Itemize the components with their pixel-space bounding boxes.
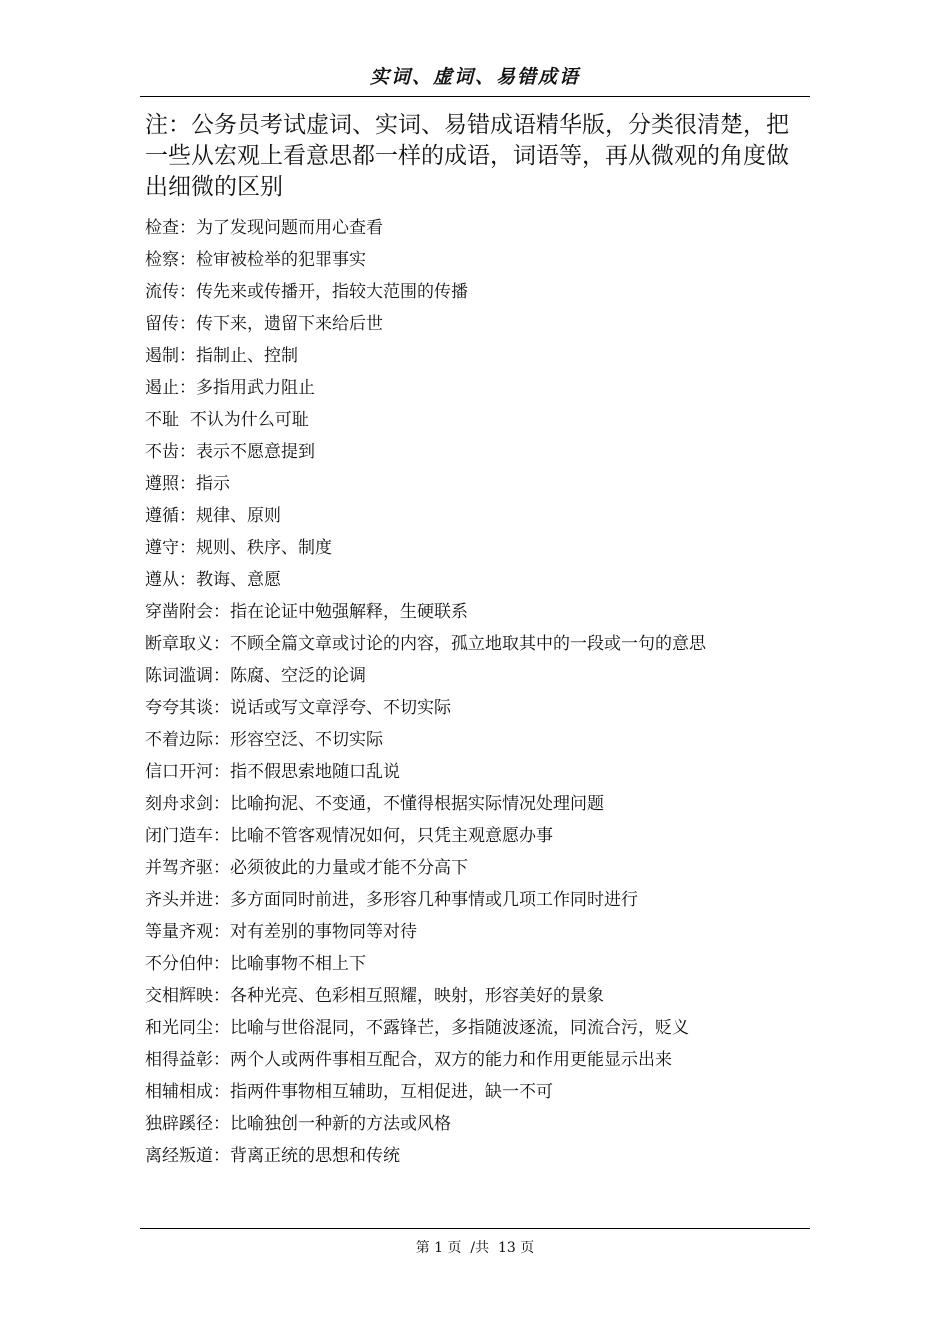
- list-item: 遵守：规则、秩序、制度: [145, 538, 332, 558]
- list-item: 遏制：指制止、控制: [145, 346, 298, 366]
- list-item: 留传：传下来，遗留下来给后世: [145, 314, 383, 334]
- page-number: 第 1 页 /共 13 页: [415, 1240, 535, 1256]
- list-item: 检查：为了发现问题而用心查看: [145, 218, 383, 238]
- list-item: 遵照：指示: [145, 474, 230, 494]
- list-item: 不耻 不认为什么可耻: [145, 410, 309, 430]
- list-item: 陈词滥调：陈腐、空泛的论调: [145, 666, 366, 686]
- list-item: 齐头并进：多方面同时前进，多形容几种事情或几项工作同时进行: [145, 890, 638, 910]
- list-item: 不分伯仲：比喻事物不相上下: [145, 954, 366, 974]
- footer-divider: [140, 1228, 810, 1229]
- intro-note: 注：公务员考试虚词、实词、易错成语精华版，分类很清楚，把一些从宏观上看意思都一样的成语，词语等，再从微观的角度做出细微的区别: [145, 112, 789, 200]
- list-item: 和光同尘：比喻与世俗混同，不露锋芒，多指随波逐流，同流合污，贬义: [145, 1018, 689, 1038]
- list-item: 相辅相成：指两件事物相互辅助，互相促进，缺一不可: [145, 1082, 553, 1102]
- list-item: 独辟蹊径：比喻独创一种新的方法或风格: [145, 1114, 451, 1134]
- list-item: 流传：传先来或传播开，指较大范围的传播: [145, 282, 468, 302]
- list-item: 离经叛道：背离正统的思想和传统: [145, 1146, 400, 1166]
- list-item: 不着边际：形容空泛、不切实际: [145, 730, 383, 750]
- list-item: 断章取义：不顾全篇文章或讨论的内容，孤立地取其中的一段或一句的意思: [145, 634, 706, 654]
- header-divider: [140, 96, 810, 97]
- list-item: 检察：检审被检举的犯罪事实: [145, 250, 366, 270]
- list-item: 交相辉映：各种光亮、色彩相互照耀，映射，形容美好的景象: [145, 986, 604, 1006]
- list-item: 并驾齐驱：必须彼此的力量或才能不分高下: [145, 858, 468, 878]
- list-item: 穿凿附会：指在论证中勉强解释，生硬联系: [145, 602, 468, 622]
- vocabulary-list: [145, 212, 811, 1172]
- list-item: 相得益彰：两个人或两件事相互配合，双方的能力和作用更能显示出来: [145, 1050, 672, 1070]
- list-item: 刻舟求剑：比喻拘泥、不变通，不懂得根据实际情况处理问题: [145, 794, 604, 814]
- list-item: 夸夸其谈：说话或写文章浮夸、不切实际: [145, 698, 451, 718]
- list-item: 遵从：教诲、意愿: [145, 570, 281, 590]
- list-item: 等量齐观：对有差别的事物同等对待: [145, 922, 417, 942]
- list-item: 不齿：表示不愿意提到: [145, 442, 315, 462]
- page-header-title: 实词、虚词、易错成语: [369, 66, 580, 88]
- list-item: 遵循：规律、原则: [145, 506, 281, 526]
- list-item: 闭门造车：比喻不管客观情况如何，只凭主观意愿办事: [145, 826, 553, 846]
- list-item: 遏止：多指用武力阻止: [145, 378, 315, 398]
- list-item: 信口开河：指不假思索地随口乱说: [145, 762, 400, 782]
